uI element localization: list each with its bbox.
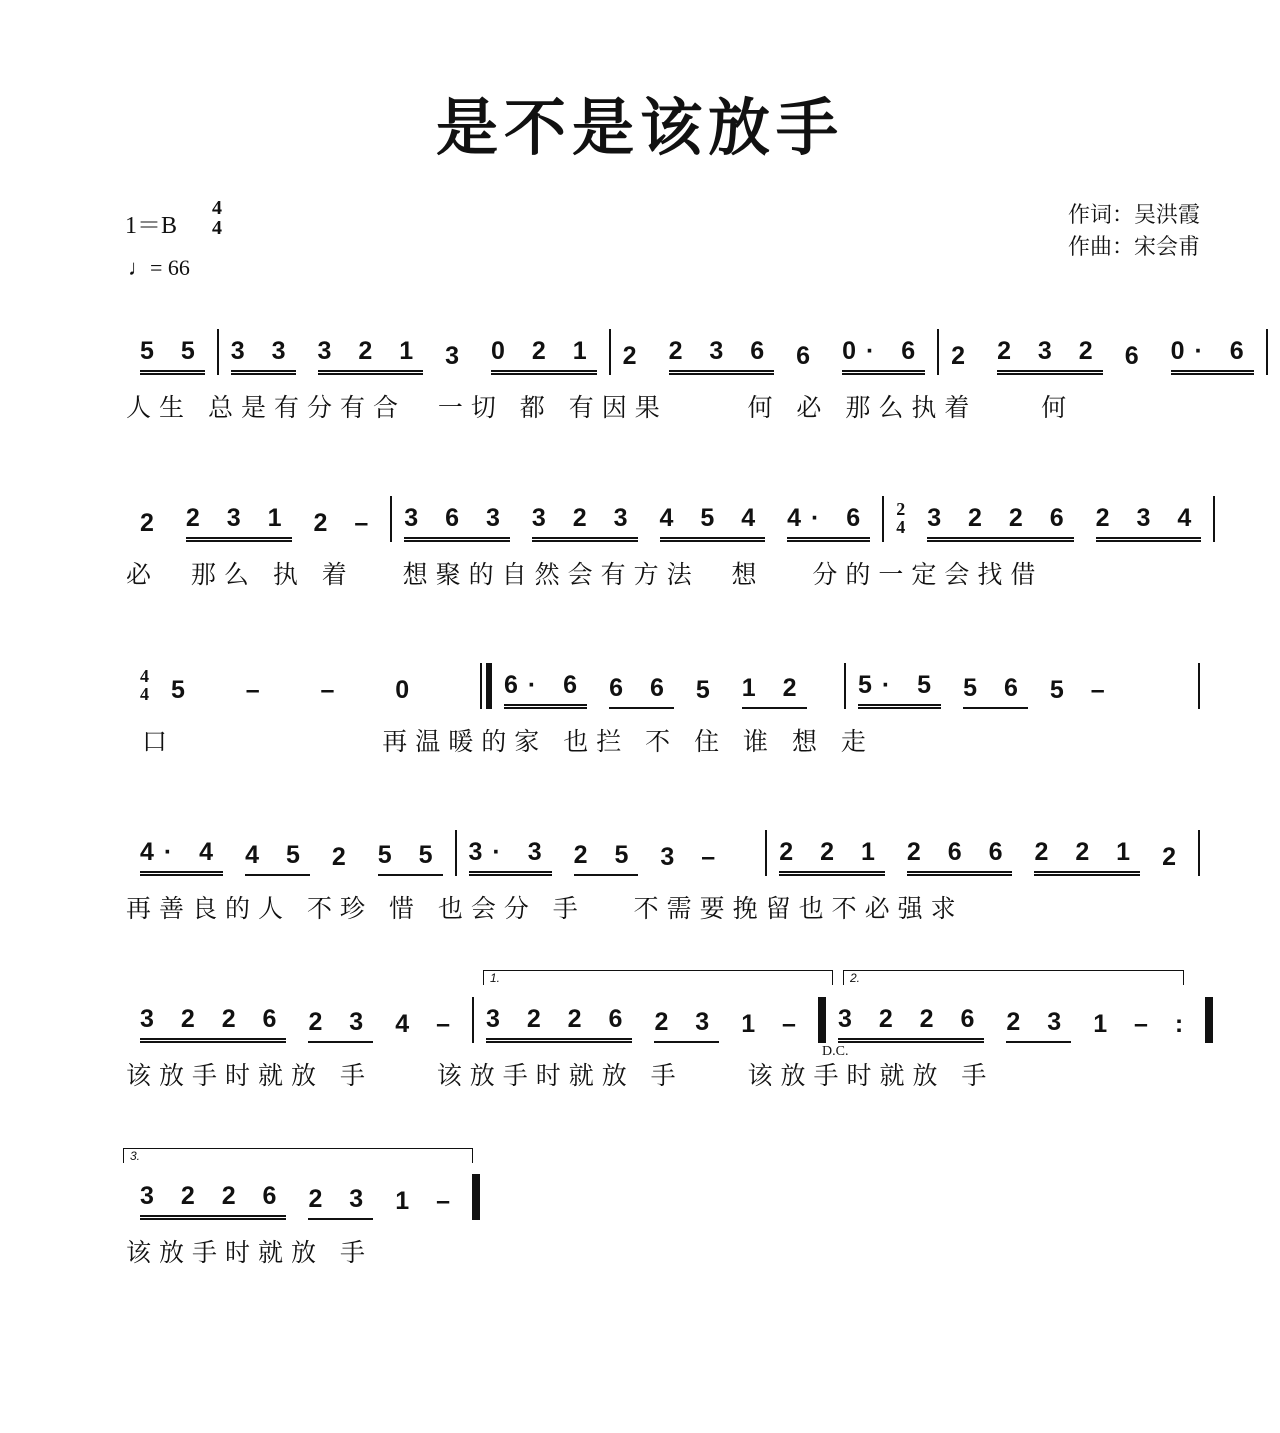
- end-barline: [1266, 329, 1268, 375]
- volta-2: 2.: [843, 970, 1184, 985]
- measure: [611, 337, 938, 375]
- note-group: 2: [1162, 843, 1186, 871]
- measure: [128, 504, 390, 542]
- volta-3: 3.: [123, 1148, 473, 1163]
- note-group: 5 –: [1049, 676, 1115, 704]
- note-group: 2 –: [313, 509, 379, 537]
- note-group: 3 2 2 6: [486, 1005, 632, 1043]
- note-group: 2: [331, 843, 356, 871]
- lyrics-line: 必 那么 执 着 想聚的自然会有方法 想 分的一定会找借: [126, 560, 1044, 589]
- end-barline: [1213, 496, 1215, 542]
- ts-bottom: 4: [140, 684, 149, 704]
- measure: [492, 671, 844, 709]
- note-group: 1 –: [395, 1187, 460, 1215]
- note-group: 5· 5: [858, 671, 941, 709]
- measure: [939, 337, 1266, 375]
- time-signature-change: [896, 500, 905, 542]
- note-group: 0· 6: [1171, 337, 1254, 375]
- song-title: 是不是该放手: [435, 91, 844, 164]
- note-group: 2 6 6: [907, 838, 1013, 876]
- note-group: 2 3: [654, 1008, 719, 1043]
- measure: [826, 1005, 1205, 1043]
- note-group: 3 2 1: [318, 337, 424, 375]
- note-group: 0· 6: [842, 337, 925, 375]
- note-group: 3 6 3: [404, 504, 510, 542]
- notation-row: [128, 659, 1200, 709]
- lyrics-line: 再善良的人 不珍 惜 也会分 手 不需要挽留也不必强求: [126, 894, 964, 923]
- note-group: 6· 6: [504, 671, 587, 709]
- credits: [1068, 200, 1200, 264]
- volta-1: 1.: [483, 970, 833, 985]
- note-group: 2 3 4: [1096, 504, 1202, 542]
- note-group: 5 – – 0: [171, 676, 420, 704]
- note-group: 2 3 6: [669, 337, 775, 375]
- time-signature: [212, 198, 222, 238]
- ts-top: 2: [896, 499, 906, 519]
- note-group: 2 5: [574, 841, 639, 876]
- measure: [392, 504, 882, 542]
- note-group: 2 2 1: [779, 838, 885, 876]
- lyrics-line: 该放手时就放 手 该放手时就放 手 该放手时就放 手: [126, 1061, 995, 1090]
- measure: [128, 667, 480, 709]
- note-group: 4· 4: [140, 838, 223, 876]
- lyrics-line: 该放手时就放 手: [126, 1238, 373, 1267]
- tempo-marking: ♩= 66: [128, 255, 190, 280]
- note-group: 6: [1124, 342, 1149, 370]
- end-barline: [1198, 830, 1200, 876]
- ts-top: 4: [212, 197, 222, 219]
- note-group: 4 5 4: [660, 504, 766, 542]
- note-group: 2: [951, 342, 976, 370]
- ts-top: 4: [140, 666, 149, 686]
- measure: [128, 337, 217, 375]
- lyricist: 作词：吴洪霞: [1067, 203, 1200, 228]
- note-group: 4· 6: [787, 504, 870, 542]
- lyrics-line: 人生 总是有分有合 一切 都 有因果 何 必 那么执着 何: [126, 393, 1075, 422]
- note-group: 2 2 1: [1034, 838, 1140, 876]
- note-group: 2: [140, 509, 164, 537]
- measure: [128, 1182, 472, 1220]
- notation-row: [128, 1170, 478, 1220]
- note-group: 5 6: [963, 674, 1028, 709]
- note-group: 3 –: [660, 843, 726, 871]
- measure: [457, 838, 766, 876]
- lyrics-line: 口 再温暖的家 也拦 不 住 谁 想 走: [126, 727, 874, 756]
- note-group: 6: [796, 342, 821, 370]
- measure: [767, 838, 1198, 876]
- note-group: 2 3: [1006, 1008, 1071, 1043]
- note-group: 3 2 2 6: [927, 504, 1073, 542]
- note-group: 3· 3: [469, 838, 552, 876]
- measure: [128, 838, 455, 876]
- end-barline: [1198, 663, 1200, 709]
- note-group: 1 –: [741, 1010, 806, 1038]
- note-group: 1 2: [742, 674, 807, 709]
- note-group: 5: [695, 676, 720, 704]
- end-barline: [472, 1174, 480, 1220]
- ts-bottom: 4: [896, 517, 906, 537]
- ts-bottom: 4: [212, 217, 222, 239]
- note-group: 2 3 1: [186, 504, 292, 542]
- note-group: 6 6: [609, 674, 674, 709]
- note-group: 2 3: [308, 1008, 373, 1043]
- note-group: 2 3: [308, 1185, 373, 1220]
- end-barline: [1205, 997, 1213, 1043]
- composer: 作曲：宋会甫: [1067, 235, 1200, 260]
- note-group: 0 2 1: [491, 337, 597, 375]
- measure: [128, 1005, 472, 1043]
- barline: [818, 997, 826, 1043]
- time-signature-change: [140, 667, 149, 709]
- key-signature: 1＝B: [125, 213, 178, 239]
- note-group: 3: [445, 342, 470, 370]
- note-group: 2: [622, 342, 647, 370]
- note-group: 3 2 2 6: [838, 1005, 984, 1043]
- note-group: 4 –: [395, 1010, 460, 1038]
- barline: [480, 663, 492, 709]
- da-capo: D.C.: [822, 1044, 849, 1059]
- note-group: 3 2 2 6: [140, 1005, 286, 1043]
- note-group: 3 3: [231, 337, 296, 375]
- measure: [474, 1005, 818, 1043]
- note-group: 5 5: [378, 841, 443, 876]
- note-group: 3 2 2 6: [140, 1182, 286, 1220]
- measure: [884, 500, 1213, 542]
- measure: [846, 671, 1198, 709]
- notation-row: [128, 993, 1200, 1043]
- notation-row: [128, 325, 1254, 375]
- note-group: 3 2 3: [532, 504, 638, 542]
- note-group: 4 5: [245, 841, 310, 876]
- measure: [219, 337, 609, 375]
- note-group: 2 3 2: [997, 337, 1103, 375]
- notation-row: [128, 492, 1200, 542]
- note-group: 5 5: [140, 337, 205, 375]
- notation-row: [128, 826, 1200, 876]
- note-group: 1 – :: [1093, 1010, 1194, 1038]
